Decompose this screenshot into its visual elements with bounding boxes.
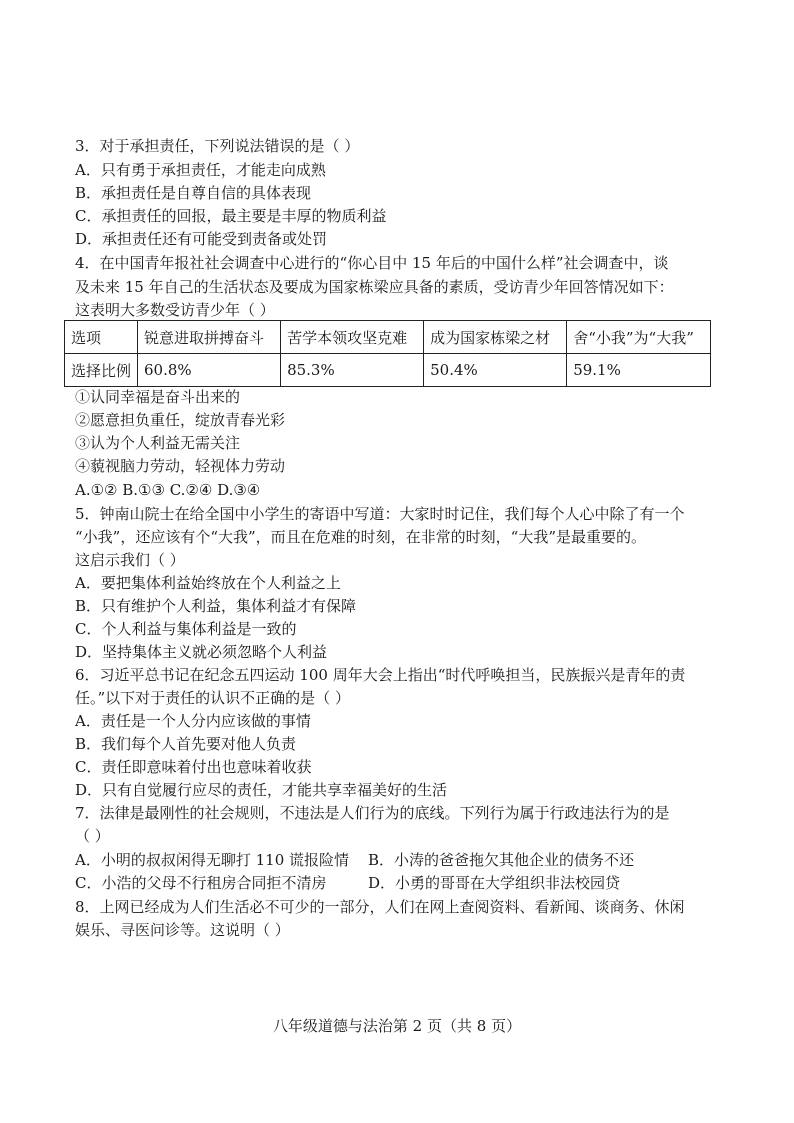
- q5-stem-line-2: “小我”，还应该有个“大我”，而且在危难的时刻，在非常的时刻，“大我”是最重要的。: [75, 528, 647, 546]
- q3-stem: 3．对于承担责任，下列说法错误的是（ ）: [75, 137, 360, 155]
- q6-option-b: B．我们每个人首先要对他人负责: [75, 735, 297, 753]
- survey-table: [64, 320, 711, 387]
- q4-stem-line-3: 这表明大多数受访青少年（ ）: [75, 301, 275, 319]
- survey-header-cell: 锐意进取拼搏奋斗: [138, 321, 281, 354]
- q7-option-d: D．小勇的哥哥在大学组织非法校园贷: [368, 874, 621, 892]
- q6-option-d: D．只有自觉履行应尽的责任，才能共享幸福美好的生活: [75, 781, 448, 799]
- q3-option-d: D．承担责任还有可能受到责备或处罚: [75, 230, 328, 248]
- survey-header-cell: 苦学本领攻坚克难: [281, 321, 424, 354]
- survey-data-cell: 50.4%: [424, 354, 567, 387]
- q4-statement-3: ③认为个人利益无需关注: [75, 434, 241, 452]
- q5-option-d: D．坚持集体主义就必须忽略个人利益: [75, 643, 328, 661]
- q7-stem-line-2: （ ）: [75, 827, 110, 845]
- survey-header-cell: 舍“小我”为“大我”: [567, 321, 711, 354]
- survey-data-cell: 85.3%: [281, 354, 424, 387]
- q3-option-c: C．承担责任的回报，最主要是丰厚的物质利益: [75, 207, 387, 225]
- q5-option-a: A．要把集体利益始终放在个人利益之上: [75, 574, 341, 592]
- q7-option-a: A．小明的叔叔闲得无聊打 110 谎报险情: [75, 851, 350, 869]
- q4-choices: A.①② B.①③ C.②④ D.③④: [75, 481, 261, 499]
- q8-stem-line-2: 娱乐、寻医问诊等。这说明（ ）: [75, 921, 290, 939]
- survey-header-cell: 选项: [65, 321, 138, 354]
- survey-data-cell: 60.8%: [138, 354, 281, 387]
- q4-statement-2: ②愿意担负重任，绽放青春光彩: [75, 411, 286, 429]
- q4-stem-line-1: 4．在中国青年报社社会调查中心进行的“你心目中 15 年后的中国什么样”社会调查中，谈: [75, 254, 669, 272]
- q8-stem-line-1: 8．上网已经成为人们生活必不可少的一部分，人们在网上查阅资料、看新闻、谈商务、休闲: [75, 898, 685, 916]
- q4-statement-4: ④藐视脑力劳动，轻视体力劳动: [75, 457, 286, 475]
- q4-stem-line-2: 及未来 15 年自己的生活状态及要成为国家栋梁应具备的素质，受访青少年回答情况如下：: [75, 278, 674, 296]
- survey-data-row: [65, 354, 711, 387]
- q6-stem-line-2: 任。”以下对于责任的认识不正确的是（ ）: [75, 689, 350, 707]
- q4-statement-1: ①认同幸福是奋斗出来的: [75, 388, 241, 406]
- q6-option-a: A．责任是一个人分内应该做的事情: [75, 712, 311, 730]
- page-footer: 八年级道德与法治第 2 页（共 8 页）: [272, 1017, 522, 1035]
- q7-stem-line-1: 7．法律是最刚性的社会规则，不违法是人们行为的底线。下列行为属于行政违法行为的是: [75, 804, 670, 822]
- q3-option-a: A．只有勇于承担责任，才能走向成熟: [75, 161, 326, 179]
- q3-option-b: B．承担责任是自尊自信的具体表现: [75, 184, 312, 202]
- q5-stem-line-1: 5．钟南山院士在给全国中小学生的寄语中写道：大家时时记住，我们每个人心中除了有一个: [75, 505, 685, 523]
- q5-option-c: C．个人利益与集体利益是一致的: [75, 620, 297, 638]
- q5-stem-line-3: 这启示我们（ ）: [75, 551, 185, 569]
- q7-option-b: B．小涛的爸爸拖欠其他企业的债务不还: [368, 851, 635, 869]
- survey-data-cell: 59.1%: [567, 354, 711, 387]
- survey-data-cell: 选择比例: [65, 354, 138, 387]
- q5-option-b: B．只有维护个人利益，集体利益才有保障: [75, 597, 357, 615]
- survey-header-row: [65, 321, 711, 354]
- q7-option-c: C．小浩的父母不行租房合同拒不清房: [75, 874, 327, 892]
- survey-header-cell: 成为国家栋梁之材: [424, 321, 567, 354]
- q6-option-c: C．责任即意味着付出也意味着收获: [75, 758, 312, 776]
- q6-stem-line-1: 6．习近平总书记在纪念五四运动 100 周年大会上指出“时代呼唤担当，民族振兴是青年的责: [75, 666, 686, 684]
